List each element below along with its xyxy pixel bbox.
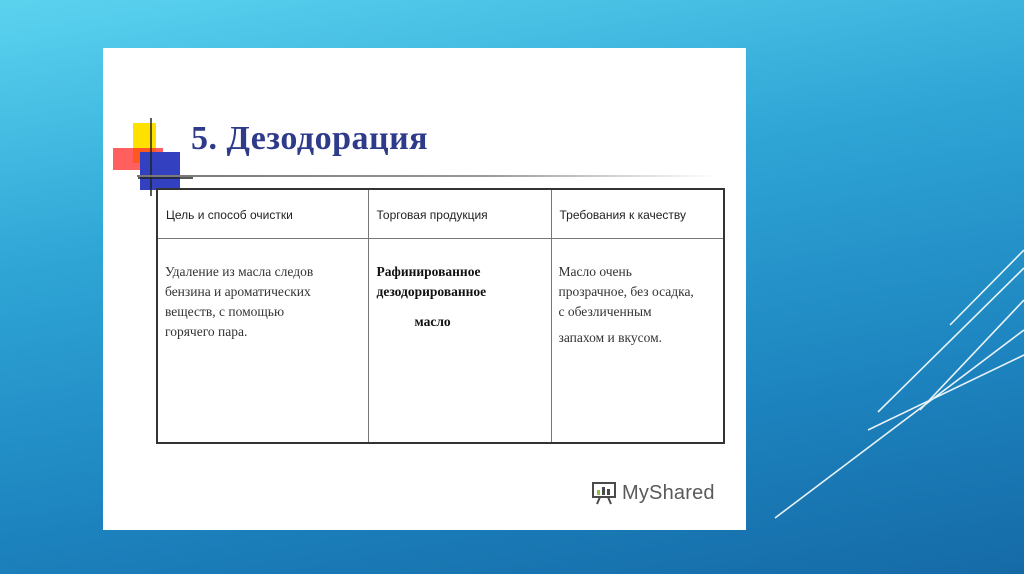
page-title: 5. Дезодорация	[191, 120, 429, 157]
watermark-text: MyShared	[622, 481, 715, 504]
cell-line: Рафинированное	[376, 263, 481, 279]
cell-line: горячего пара.	[165, 323, 248, 339]
title-underline	[137, 175, 717, 177]
red-bar	[113, 148, 163, 170]
presentation-board-icon	[591, 481, 617, 505]
cell-line: Масло очень	[558, 263, 632, 279]
column-header-product: Торговая продукция	[368, 189, 551, 238]
cell-line: бензина и ароматических	[165, 283, 311, 299]
slide	[103, 48, 746, 530]
cell-line: масло	[414, 313, 451, 329]
table-header-row	[157, 189, 724, 238]
cell-line: веществ, с помощью	[165, 303, 285, 319]
deco-line-1	[950, 250, 1024, 325]
table-row	[157, 238, 724, 443]
cell-line: Удаление из масла следов	[165, 263, 314, 279]
cell-line: дезодорированное	[376, 283, 487, 299]
column-header-goal: Цель и способ очистки	[157, 189, 368, 238]
cell-goal	[157, 238, 368, 443]
deco-line-5	[868, 355, 1024, 430]
data-table	[156, 188, 725, 444]
cell-line: прозрачное, без осадка,	[558, 283, 694, 299]
blue-square	[140, 152, 180, 190]
cell-line: запахом и вкусом.	[558, 329, 663, 345]
deco-line-4	[775, 330, 1024, 518]
cell-product	[368, 238, 551, 443]
yellow-square	[133, 123, 156, 163]
cell-requirements	[551, 238, 724, 443]
column-header-requirements: Требования к качеству	[551, 189, 724, 238]
watermark-logo	[591, 480, 715, 506]
cell-line: с обезличенным	[558, 303, 652, 319]
